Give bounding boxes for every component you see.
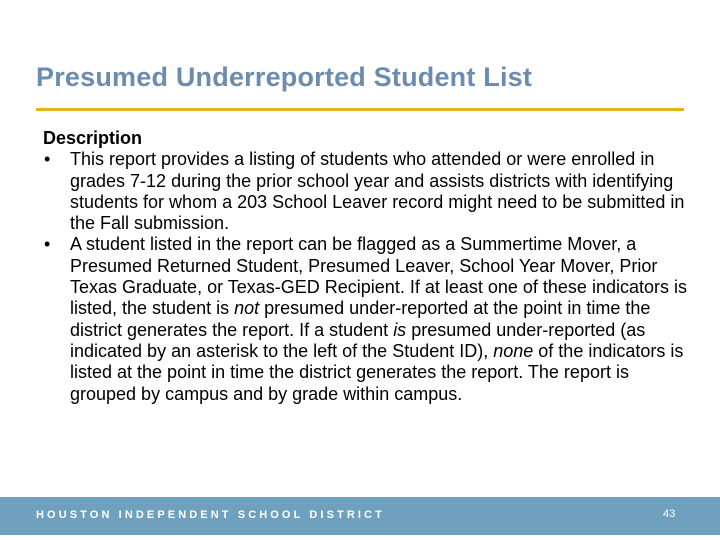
bullet-text (70, 149, 684, 233)
text-run: of the indicators is listed at the point in time the district generates the report. The report is grouped by campus and by grade within campus. (70, 340, 684, 404)
footer-organization-name: HOUSTON INDEPENDENT SCHOOL DISTRICT (36, 509, 385, 521)
text-run: presumed under-reported (as indicated by an asterisk to the left of the Student ID), (70, 319, 646, 361)
slide-title: Presumed Underreported Student List (36, 62, 533, 92)
page-number: 43 (663, 508, 676, 520)
text-run: A student listed in the report can be flagged as a Summertime Mover, a Presumed Returned Student, Presumed Leaver, School Year Mover, Prior Texas Graduate, or Texas-GED Recipient. If at least one of these indicators is listed, the student is (70, 234, 687, 319)
bullet-icon: • (44, 149, 51, 170)
text-run: This report provides a listing of students who attended or were enrolled in grades 7-12 during the prior school year and assists districts with identifying students for whom a 203 School Leaver record might need to be submitted in the Fall submission. (70, 149, 685, 234)
title-divider (36, 108, 684, 111)
bullet-icon: • (44, 234, 51, 255)
bullet-text (70, 234, 687, 403)
slide-content (43, 128, 688, 405)
footer-bar (0, 497, 720, 535)
text-run: presumed under-reported at the point in time the district generates the report. If a student (70, 298, 651, 340)
bullet-item (43, 149, 688, 234)
bullet-item (43, 234, 688, 404)
emphasis-text: none (493, 340, 534, 361)
bullet-list (43, 149, 688, 405)
emphasis-text: not (234, 298, 260, 319)
section-heading: Description (43, 128, 143, 148)
emphasis-text: is (393, 319, 407, 340)
